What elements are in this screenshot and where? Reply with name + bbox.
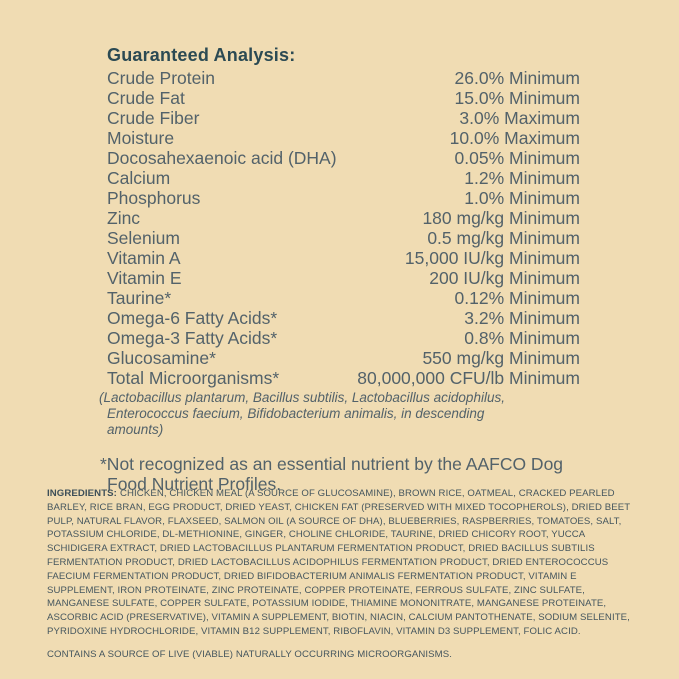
nutrient-value: 0.05% Minimum — [454, 148, 580, 168]
nutrient-value: 1.2% Minimum — [464, 168, 580, 188]
microorganisms-note: (Lactobacillus plantarum, Bacillus subtilis, Lactobacillus acidophilus, Enterococcus faecium, Bifidobacterium animalis, in descending amounts) — [99, 390, 505, 437]
nutrient-value: 15,000 IU/kg Minimum — [404, 248, 580, 268]
nutrient-name: Phosphorus — [107, 188, 201, 208]
nutrient-row — [107, 208, 580, 228]
nutrient-row — [107, 368, 580, 388]
nutrient-row — [107, 328, 580, 348]
nutrient-value: 3.2% Minimum — [464, 308, 580, 328]
nutrient-name: Vitamin E — [107, 268, 182, 288]
nutrient-value: 0.5 mg/kg Minimum — [427, 228, 580, 248]
nutrient-row — [107, 188, 580, 208]
nutrient-name: Zinc — [107, 208, 141, 228]
nutrient-value: 80,000,000 CFU/lb Minimum — [357, 368, 580, 388]
ingredients-label: INGREDIENTS: — [47, 488, 117, 499]
nutrient-value: 550 mg/kg Minimum — [422, 348, 580, 368]
nutrient-name: Omega-3 Fatty Acids* — [107, 328, 278, 348]
nutrient-row — [107, 88, 580, 108]
nutrient-name: Selenium — [107, 228, 180, 248]
nutrient-name: Glucosamine* — [107, 348, 216, 368]
nutrient-name: Crude Protein — [107, 68, 215, 88]
nutrient-name: Docosahexaenoic acid (DHA) — [107, 148, 337, 168]
ingredients-paragraph — [47, 487, 633, 639]
nutrient-row — [107, 168, 580, 188]
nutrient-value: 3.0% Maximum — [459, 108, 580, 128]
nutrient-name: Omega-6 Fatty Acids* — [107, 308, 278, 328]
nutrient-value: 0.8% Minimum — [464, 328, 580, 348]
nutrient-name: Vitamin A — [107, 248, 181, 268]
nutrient-value: 15.0% Minimum — [454, 88, 580, 108]
nutrient-value: 0.12% Minimum — [454, 288, 580, 308]
nutrient-row — [107, 148, 580, 168]
nutrient-value: 10.0% Maximum — [449, 128, 580, 148]
nutrient-name: Taurine* — [107, 288, 172, 308]
nutrient-row — [107, 128, 580, 148]
nutrient-name: Moisture — [107, 128, 175, 148]
nutrient-name: Crude Fiber — [107, 108, 200, 128]
nutrient-row — [107, 248, 580, 268]
nutrient-name: Calcium — [107, 168, 171, 188]
nutrient-name: Crude Fat — [107, 88, 185, 108]
nutrient-row — [107, 308, 580, 328]
contains-note: CONTAINS A SOURCE OF LIVE (VIABLE) NATURALLY OCCURRING MICROORGANISMS. — [47, 648, 453, 660]
nutrient-row — [107, 228, 580, 248]
ingredients-text: CHICKEN, CHICKEN MEAL (A SOURCE OF GLUCOSAMINE), BROWN RICE, OATMEAL, CRACKED PEARLED BARLEY, RICE BRAN, EGG PRODUCT, DRIED YEAST, CHICKEN FAT (PRESERVED WITH MIXED TOCOPHEROLS), DRIED BEET PULP, NATURAL FLAVOR, FLAXSEED, SALMON OIL (A SOURCE OF DHA), BLUEBERRIES, RASPBERRIES, TOMATOES, SALT, POTASSIUM CHLORIDE, DL-METHIONINE, GINGER, CHOLINE CHLORIDE, TAURINE, DRIED CHICORY ROOT, YUCCA SCHIDIGERA EXTRACT, DRIED LACTOBACILLUS PLANTARUM FERMENTATION PRODUCT, DRIED BACILLUS SUBTILIS FERMENTATION PRODUCT, DRIED LACTOBACILLUS ACIDOPHILUS FERMENTATION PRODUCT, DRIED ENTEROCOCCUS FAECIUM FERMENTATION PRODUCT, DRIED BIFIDOBACTERIUM ANIMALIS FERMENTATION PRODUCT, VITAMIN E SUPPLEMENT, IRON PROTEINATE, ZINC PROTEINATE, COPPER PROTEINATE, FERROUS SULFATE, ZINC SULFATE, MANGANESE SULFATE, COPPER SULFATE, POTASSIUM IODIDE, THIAMINE MONONITRATE, MANGANESE PROTEINATE, ASCORBIC ACID (PRESERVATIVE), VITAMIN A SUPPLEMENT, BIOTIN, NIACIN, CALCIUM PANTOTHENATE, SODIUM SELENITE, PYRIDOXINE HYDROCHLORIDE, VITAMIN B12 SUPPLEMENT, RIBOFLAVIN, VITAMIN D3 SUPPLEMENT, FOLIC ACID. — [47, 488, 631, 637]
guaranteed-analysis-section — [99, 44, 580, 494]
guaranteed-analysis-heading: Guaranteed Analysis: — [107, 45, 296, 65]
nutrient-row — [107, 68, 580, 88]
nutrient-row — [107, 108, 580, 128]
nutrient-value: 200 IU/kg Minimum — [429, 268, 580, 288]
nutrient-value: 1.0% Minimum — [464, 188, 580, 208]
nutrient-row — [107, 268, 580, 288]
aafco-footnote: *Not recognized as an essential nutrient by the AAFCO Dog Food Nutrient Profiles. — [100, 454, 564, 494]
nutrient-name: Total Microorganisms* — [107, 368, 280, 388]
nutrient-row — [107, 288, 580, 308]
nutrient-value: 26.0% Minimum — [454, 68, 580, 88]
ingredients-section — [47, 487, 633, 662]
nutrient-value: 180 mg/kg Minimum — [422, 208, 580, 228]
nutrient-row — [107, 348, 580, 368]
